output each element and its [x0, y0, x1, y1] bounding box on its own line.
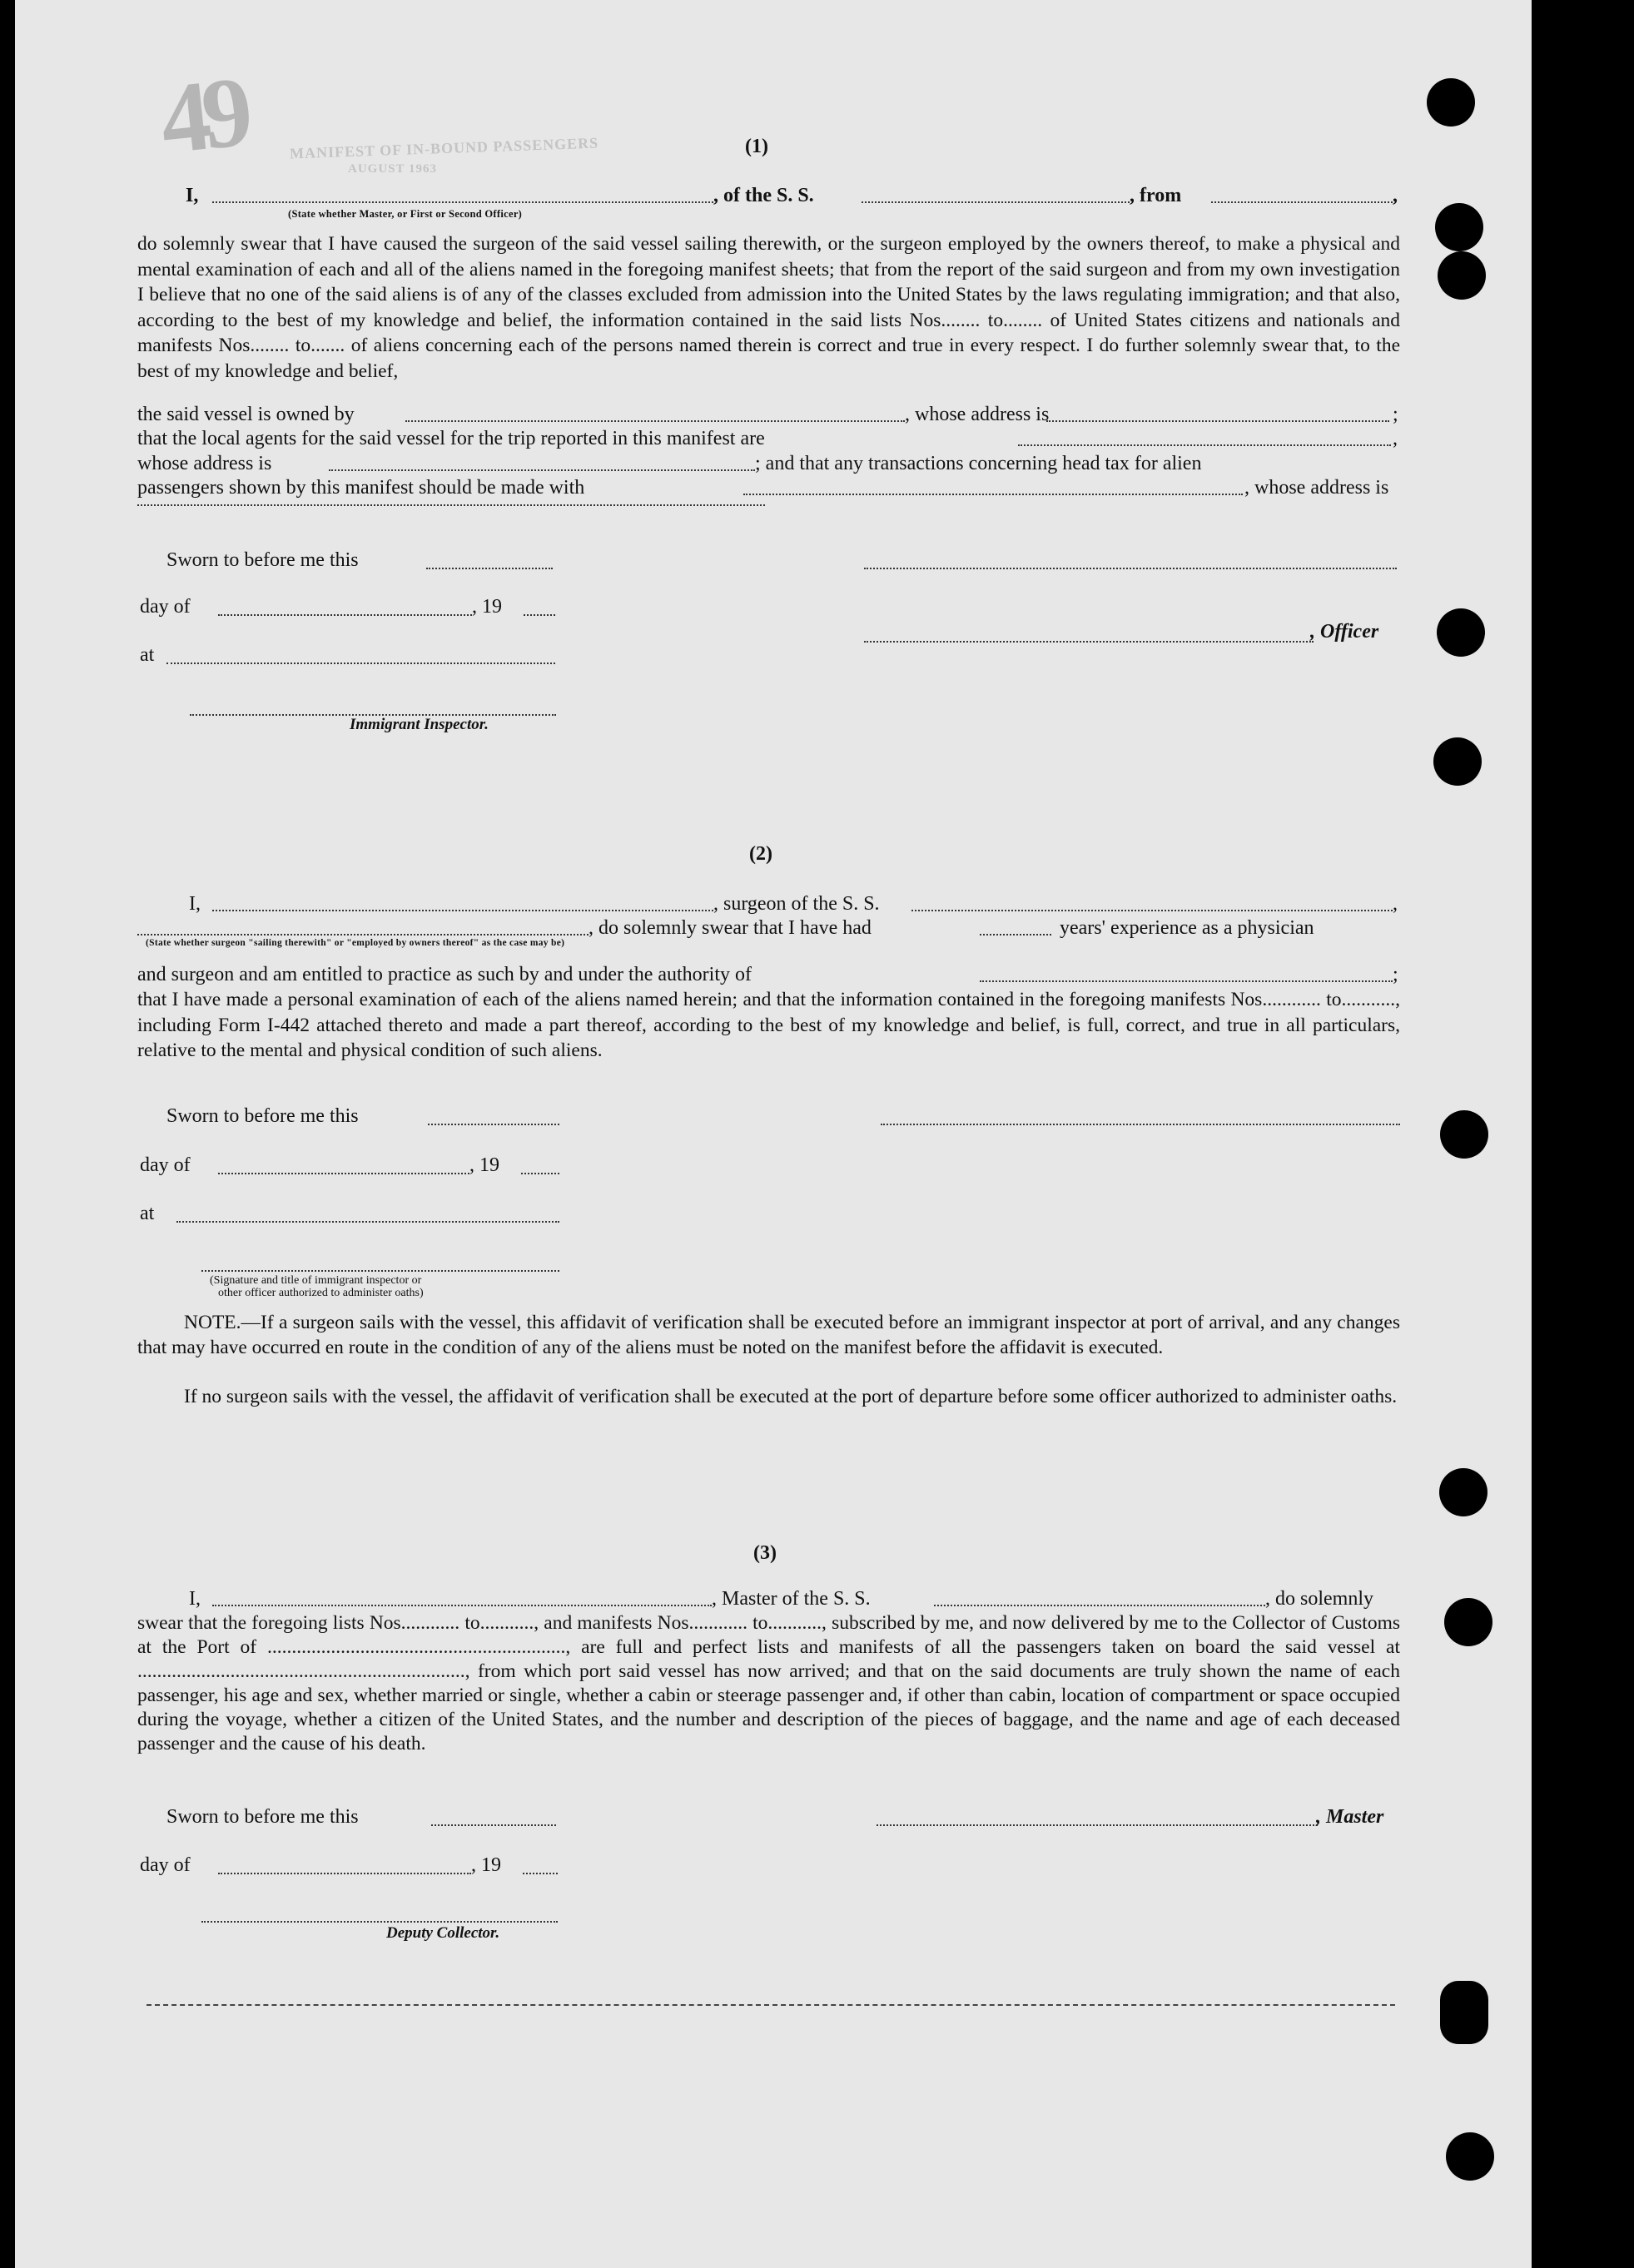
punch-hole: [1433, 737, 1482, 786]
punch-hole: [1440, 1110, 1488, 1159]
s2-inspector-signature-field[interactable]: [201, 1255, 559, 1272]
s1-sworn-date-field[interactable]: [426, 553, 553, 569]
punch-hole: [1444, 1598, 1492, 1646]
s1-signature-field[interactable]: [864, 553, 1397, 569]
s1-year-field[interactable]: [524, 599, 555, 616]
s1-at-label: at: [140, 644, 155, 666]
head-tax-contact-field[interactable]: [743, 479, 1243, 495]
s1-at-field[interactable]: [166, 648, 555, 664]
s2-ship-name-field[interactable]: [911, 895, 1393, 911]
section-2-number: (2): [749, 843, 772, 865]
section-1-number: (1): [745, 136, 768, 157]
authority-field[interactable]: [980, 965, 1393, 982]
s2-sworn-date-field[interactable]: [428, 1109, 559, 1125]
section-3-number: (3): [753, 1542, 777, 1564]
s3-year-field[interactable]: [523, 1858, 558, 1874]
document-page: 49 MANIFEST OF IN-BOUND PASSENGERS AUGUST 1963 (1) I, , of the S. S. , from , (State whether Master, or First or Second Officer) do solemnly swear that I have caused the surgeon of the said vessel sailing therewith, or the surgeon employed by the owners thereof, to make a physical and mental examination of each and all of the aliens named in the foregoing manifest sheets; that from the report of the said surgeon and from my own investigation I believe that no one of the said aliens is of any of the classes excluded from admission into the United States by the laws regulating immigration; and that also, according to the best of my knowledge and belief, the information contained in the said lists Nos........ to........ of United States citizens and nationals and manifests Nos........ to....... of aliens concerning each of the persons named therein is correct and true in every respect. I do further solemnly swear that, to the best of my knowledge and belief, the said vessel is owned by , whose address is ; that the local agents for the said vessel for the trip reported in this manifest are , whose address is ; and that any transactions concerning head tax for alien passengers shown by this manifest should be made with , whose address is Sworn to before me this day of , 19 , Officer at Immigrant Inspector. (2) I, , surgeon of the S. S. , , do solemnly swear that I have had years' experience as a physician (State whether surgeon "sailing therewith" or "employed by owners thereof" as the case may be) and surgeon and am entitled to practice as such by and under the authority of ; that I have made a personal examination of each of the aliens named herein; and that the information contained in the foregoing manifests Nos............ to..........., including Form I-442 attached thereto and made a part thereof, according to the best of my knowledge and belief, is full, correct, and true in all particulars, relative to the mental and physical condition of such aliens. Sworn to before me this day of , 19 at (Signature and title of immigrant inspector or other officer authorized to administer oaths) NOTE.—If a surgeon sails with the vessel, this affidavit of verification shall be executed before an immigrant inspector at port of arrival, and any changes that may have occurred en route in the condition of any of the aliens must be noted on the manifest before the affidavit is executed. If no surgeon sails with the vessel, the affidavit of verification shall be executed at the port of departure before some officer authorized to administer oaths. (3) I, , Master of the S. S. , do solemnly swear that the foregoing lists Nos............ to..........., and manifests Nos............ to..........., subscribed by me, and now delivered by me to the Collector of Customs at the Port of ............................................................., are full and perfect lists and manifests of all the passengers taken on board the said vessel at ..................................................................., from which port said vessel has now arrived; and that on the said documents are truly shown the name of each passenger, his age and sex, whether married or single, whether a cabin or steerage passenger and, if other than cabin, location of compartment or space occupied during the voyage, whether a citizen of the United States, and the number and description of the pieces of baggage, and the name and age of each deceased passenger and the cause of his death. Sworn to before me this , Master day of , 19 Deputy Collector.: [15, 0, 1532, 2268]
s3-ship-name-field[interactable]: [934, 1590, 1265, 1606]
officer-name-field[interactable]: [212, 186, 713, 203]
s2-surgeon-caption: (State whether surgeon "sailing therewith" or "employed by owners thereof" as the case may be): [146, 938, 565, 948]
ship-name-field[interactable]: [862, 186, 1130, 203]
s3-year-label: , 19: [471, 1854, 501, 1876]
punch-hole: [1440, 1981, 1488, 2044]
inspector-label: Immigrant Inspector.: [350, 716, 489, 733]
s1-day-label: day of: [140, 596, 191, 618]
s2-sworn-label: Sworn to before me this: [166, 1105, 359, 1127]
punch-hole: [1437, 608, 1485, 657]
s3-day-label: day of: [140, 1854, 191, 1876]
s1-sworn-label: Sworn to before me this: [166, 549, 359, 571]
inspector-signature-field[interactable]: [190, 699, 556, 716]
note-paragraph-2: If no surgeon sails with the vessel, the affidavit of verification shall be executed at the port of departure before some officer authorized to administer oaths.: [184, 1386, 1398, 1407]
note-paragraph-1: NOTE.—If a surgeon sails with the vessel, this affidavit of verification shall be executed before an immigrant inspector at port of arrival, and any changes that may have occurred en route in the condition of any of the aliens must be noted on the manifest before the affidavit is executed.: [137, 1312, 1400, 1358]
s2-oath-paragraph: that I have made a personal examination of each of the aliens named herein; and that the information contained in the foregoing manifests Nos............ to..........., including Form I-442 attached thereto and made a part thereof, according to the best of my knowledge and belief, is full, correct, and true in all particulars, relative to the mental and physical condition of such aliens.: [137, 989, 1400, 1061]
officer-signature-field[interactable]: [864, 626, 1314, 643]
s3-oath-paragraph: swear that the foregoing lists Nos............ to..........., and manifests Nos............ to..........., subscribed by me, and now delivered by me to the Collector of Customs at the Port of ............................................................., are full and perfect lists and manifests of all the passengers taken on board the said vessel at ..................................................................., from which port said vessel has now arrived; and that on the said documents are truly shown the name of each passenger, his age and sex, whether married or single, whether a cabin or steerage passenger and, if other than cabin, location of compartment or space occupied during the voyage, whether a citizen of the United States, and the number and description of the pieces of baggage, and the name and age of each deceased passenger and the cause of his death.: [137, 1612, 1400, 1754]
bleed-through-text: MANIFEST OF IN-BOUND PASSENGERS: [289, 134, 599, 162]
surgeon-type-field[interactable]: [137, 919, 589, 935]
officer-label: , Officer: [1310, 621, 1379, 643]
s2-signature-caption-1: (Signature and title of immigrant inspector or: [210, 1274, 422, 1287]
surgeon-name-field[interactable]: [212, 895, 713, 911]
owner-field[interactable]: [405, 405, 905, 422]
master-signature-field[interactable]: [877, 1809, 1318, 1826]
deputy-signature-field[interactable]: [201, 1906, 558, 1923]
s1-from-label: , from: [1130, 185, 1182, 206]
s1-year-label: , 19: [472, 596, 502, 618]
stamp-number: 49: [155, 56, 250, 175]
owner-address-field[interactable]: [1046, 405, 1389, 422]
s2-at-field[interactable]: [176, 1206, 559, 1223]
s2-signature-caption-2: other officer authorized to administer oaths): [218, 1287, 424, 1299]
s1-officer-caption: (State whether Master, or First or Second Officer): [288, 208, 523, 220]
agents-field[interactable]: [1018, 429, 1391, 446]
from-port-field[interactable]: [1211, 186, 1393, 203]
punch-hole: [1446, 2132, 1494, 2181]
punch-hole: [1439, 1468, 1487, 1516]
bleed-through-text: AUGUST 1963: [348, 162, 437, 176]
s3-sworn-date-field[interactable]: [431, 1809, 556, 1826]
s1-ship-label: , of the S. S.: [713, 185, 814, 206]
head-tax-address-field[interactable]: [137, 489, 765, 506]
master-name-field[interactable]: [212, 1590, 712, 1606]
s2-at-label: at: [140, 1203, 155, 1224]
surgeon-signature-field[interactable]: [881, 1109, 1400, 1125]
s3-sworn-label: Sworn to before me this: [166, 1806, 359, 1828]
s3-day-field[interactable]: [218, 1858, 471, 1874]
s1-i: I,: [186, 185, 199, 206]
s2-year-field[interactable]: [521, 1158, 559, 1174]
bottom-rule: [147, 2004, 1395, 2006]
years-experience-field[interactable]: [980, 919, 1051, 935]
deputy-label: Deputy Collector.: [386, 1924, 500, 1942]
master-label: , Master: [1316, 1806, 1384, 1828]
s2-day-label: day of: [140, 1154, 191, 1176]
agents-address-field[interactable]: [329, 454, 755, 471]
punch-hole: [1427, 78, 1475, 127]
s2-day-field[interactable]: [218, 1158, 469, 1174]
s2-year-label: , 19: [469, 1154, 499, 1176]
punch-hole: [1438, 251, 1486, 300]
punch-hole: [1435, 203, 1483, 251]
s1-day-field[interactable]: [218, 599, 472, 616]
s1-oath-paragraph: do solemnly swear that I have caused the surgeon of the said vessel sailing therewith, or the surgeon employed by the owners thereof, to make a physical and mental examination of each and all of the aliens named in the foregoing manifest sheets; that from the report of the said surgeon and from my own investigation I believe that no one of the said aliens is of any of the classes excluded from admission into the United States by the laws regulating immigration; and that also, according to the best of my knowledge and belief, the information contained in the said lists Nos........ to........ of United States citizens and nationals and manifests Nos........ to....... of aliens concerning each of the persons named therein is correct and true in every respect. I do further solemnly swear that, to the best of my knowledge and belief,: [137, 233, 1400, 382]
